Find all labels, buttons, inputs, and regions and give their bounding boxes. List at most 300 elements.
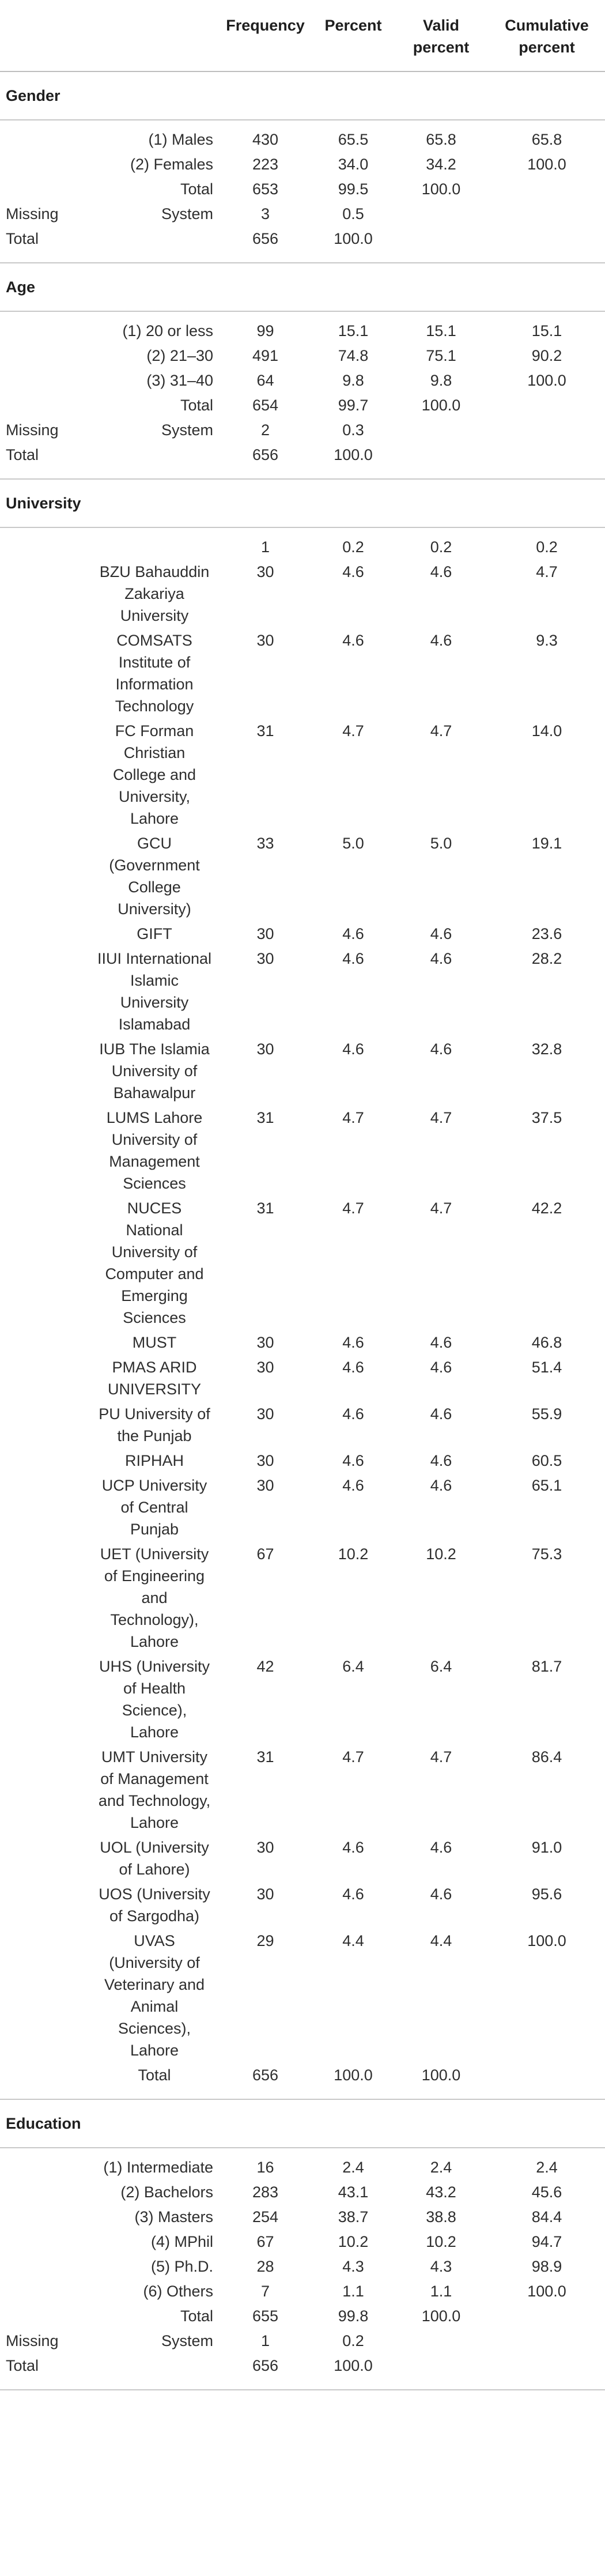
row-label (0, 831, 86, 922)
cell-cumulative-percent: 94.7 (531, 2233, 562, 2250)
row-label (0, 1542, 86, 1654)
cell-cumulative-percent: 28.2 (531, 950, 562, 967)
cell-percent: 34.0 (338, 156, 369, 173)
table-row (0, 1654, 605, 1745)
row-label (0, 2063, 86, 2099)
cell-percent: 0.3 (342, 421, 364, 439)
row-category (86, 2354, 218, 2390)
row-label (0, 2254, 86, 2279)
cell-percent: 4.6 (342, 1334, 364, 1351)
row-category: RIPHAH (124, 1452, 184, 1469)
table-row (0, 2063, 605, 2099)
section-header-education (0, 2099, 605, 2148)
cell-frequency: 30 (256, 632, 274, 649)
cell-frequency: 67 (256, 1545, 274, 1563)
row-category: System (161, 421, 213, 439)
cell-valid-percent (394, 2354, 489, 2390)
row-label (0, 719, 86, 831)
cell-cumulative-percent: 55.9 (531, 1405, 562, 1423)
row-label (0, 1745, 86, 1835)
cell-percent: 4.7 (342, 1748, 364, 1766)
cell-percent: 5.0 (342, 835, 364, 852)
cell-cumulative-percent: 65.1 (531, 1477, 562, 1494)
cell-frequency: 7 (260, 2283, 270, 2300)
cell-cumulative-percent (489, 2304, 605, 2329)
cell-frequency: 42 (256, 1658, 274, 1675)
row-label (0, 1929, 86, 2063)
table-row (0, 2254, 605, 2279)
cell-frequency: 2 (260, 421, 270, 439)
cell-valid-percent: 1.1 (430, 2283, 452, 2300)
row-category: UVAS (University of Veterinary and Animal Sciences), Lahore (104, 1932, 205, 2059)
cell-percent: 4.7 (342, 1109, 364, 1126)
row-label (0, 177, 86, 202)
row-category: IUB The Islamia University of Bahawalpur (99, 1040, 210, 1102)
header-percent (313, 0, 394, 71)
cell-cumulative-percent: 84.4 (531, 2208, 562, 2226)
table-row (0, 2230, 605, 2254)
cell-cumulative-percent: 86.4 (531, 1748, 562, 1766)
cell-frequency: 64 (256, 372, 274, 389)
row-label (0, 368, 86, 393)
cell-cumulative-percent: 23.6 (531, 925, 562, 942)
table-row (0, 2148, 605, 2180)
cell-frequency: 656 (218, 227, 313, 263)
row-category: UMT University of Management and Technology, Lahore (98, 1748, 211, 1831)
row-label (0, 1654, 86, 1745)
cell-frequency: 30 (256, 1452, 274, 1469)
row-category: Total (180, 2307, 213, 2325)
section-header-age (0, 263, 605, 311)
row-category: UHS (University of Health Science), Lahore (99, 1658, 210, 1741)
cell-valid-percent: 4.7 (430, 1109, 452, 1126)
row-label (0, 2230, 86, 2254)
cell-valid-percent: 38.8 (426, 2208, 456, 2226)
cell-cumulative-percent: 81.7 (531, 1658, 562, 1675)
cell-percent: 99.8 (338, 2307, 369, 2325)
cell-frequency: 30 (256, 925, 274, 942)
cell-frequency: 16 (256, 2159, 274, 2176)
cell-cumulative-percent (489, 443, 605, 479)
cell-valid-percent: 4.6 (430, 1452, 452, 1469)
header-blank-label (0, 0, 86, 71)
table-row (0, 1449, 605, 1473)
cell-cumulative-percent (489, 2063, 605, 2099)
row-category: (3) Masters (134, 2208, 213, 2226)
table-row (0, 1542, 605, 1654)
cell-percent: 4.7 (342, 1200, 364, 1217)
row-category: PMAS ARID UNIVERSITY (107, 1359, 202, 1398)
row-category: Total (180, 180, 213, 198)
table-row (0, 2180, 605, 2205)
cell-frequency: 654 (252, 397, 279, 414)
row-category: UOS (University of Sargodha) (99, 1885, 210, 1925)
row-label: Total (0, 443, 86, 479)
cell-cumulative-percent: 37.5 (531, 1109, 562, 1126)
row-label (0, 152, 86, 177)
cell-percent: 10.2 (338, 1545, 369, 1563)
table-row (0, 2205, 605, 2230)
row-label (0, 2279, 86, 2304)
cell-frequency: 30 (256, 563, 274, 580)
row-category (86, 527, 218, 560)
cell-frequency: 30 (256, 1885, 274, 1903)
table-row (0, 922, 605, 946)
cell-cumulative-percent: 100.0 (527, 372, 566, 389)
cell-cumulative-percent: 60.5 (531, 1452, 562, 1469)
cell-valid-percent: 0.2 (430, 538, 452, 556)
row-category: (4) MPhil (150, 2233, 213, 2250)
cell-frequency: 656 (218, 443, 313, 479)
cell-valid-percent: 4.6 (430, 925, 452, 942)
table-row (0, 177, 605, 202)
table-row (0, 1402, 605, 1449)
cell-cumulative-percent: 100.0 (527, 156, 566, 173)
row-category: (5) Ph.D. (150, 2258, 213, 2275)
cell-percent: 2.4 (342, 2159, 364, 2176)
table-row (0, 344, 605, 368)
row-category: GCU (Government College University) (109, 835, 200, 918)
cell-frequency: 1 (260, 538, 270, 556)
row-category: (1) 20 or less (122, 322, 213, 340)
cell-frequency: 31 (256, 1200, 274, 1217)
cell-percent: 4.4 (342, 1932, 364, 1949)
section-title: Age (0, 263, 605, 311)
cell-valid-percent: 10.2 (426, 1545, 456, 1563)
section-title: Gender (0, 71, 605, 120)
row-label (0, 1106, 86, 1196)
table-row (0, 2304, 605, 2329)
header-blank-category (86, 0, 218, 71)
table-row (0, 311, 605, 344)
cell-valid-percent (394, 443, 489, 479)
row-category: NUCES National University of Computer and Emerging Sciences (105, 1200, 204, 1326)
cell-valid-percent: 4.4 (430, 1932, 452, 1949)
cell-percent: 4.6 (342, 1839, 364, 1856)
cell-percent: 4.6 (342, 1885, 364, 1903)
cell-frequency: 33 (256, 835, 274, 852)
row-label (0, 1449, 86, 1473)
cell-frequency: 655 (252, 2307, 279, 2325)
header-cum-line1: Cumulative (505, 17, 589, 34)
cell-percent: 100.0 (313, 227, 394, 263)
row-label: Total (0, 2354, 86, 2390)
cell-frequency: 653 (252, 180, 279, 198)
cell-frequency: 30 (256, 1040, 274, 1058)
row-label (0, 2205, 86, 2230)
cell-frequency: 31 (256, 722, 274, 740)
cell-cumulative-percent: 19.1 (531, 835, 562, 852)
row-category: (1) Intermediate (103, 2159, 213, 2176)
header-row (0, 0, 605, 71)
cell-frequency: 31 (256, 1748, 274, 1766)
cell-cumulative-percent: 4.7 (536, 563, 558, 580)
table-row (0, 719, 605, 831)
table-row (0, 2329, 605, 2354)
row-label (0, 527, 86, 560)
cell-cumulative-percent: 75.3 (531, 1545, 562, 1563)
table-row (0, 2354, 605, 2390)
row-category: UOL (University of Lahore) (100, 1839, 209, 1878)
row-label (0, 1330, 86, 1355)
cell-cumulative-percent: 2.4 (536, 2159, 558, 2176)
row-label (0, 2304, 86, 2329)
cell-valid-percent: 4.6 (430, 1040, 452, 1058)
row-category: IIUI International Islamic University Islamabad (97, 950, 212, 1033)
row-category: Total (180, 397, 213, 414)
row-label (0, 922, 86, 946)
row-label (0, 120, 86, 152)
cell-percent: 0.5 (342, 205, 364, 222)
cell-valid-percent: 75.1 (426, 347, 456, 364)
row-category: COMSATS Institute of Information Technology (115, 632, 194, 715)
cell-cumulative-percent: 51.4 (531, 1359, 562, 1376)
header-frequency (218, 0, 313, 71)
row-label (0, 1835, 86, 1882)
table-row (0, 152, 605, 177)
header-cumulative-percent (489, 0, 605, 71)
cell-cumulative-percent: 14.0 (531, 722, 562, 740)
row-category: LUMS Lahore University of Management Sciences (106, 1109, 203, 1192)
cell-frequency: 254 (252, 2208, 279, 2226)
table-row (0, 368, 605, 393)
cell-percent: 6.4 (342, 1658, 364, 1675)
row-label: Missing (6, 205, 59, 222)
cell-frequency: 656 (218, 2063, 313, 2099)
row-category: (2) Bachelors (120, 2183, 213, 2201)
row-label (0, 2148, 86, 2180)
cell-frequency: 30 (256, 1359, 274, 1376)
cell-percent: 4.3 (342, 2258, 364, 2275)
cell-valid-percent: 4.6 (430, 563, 452, 580)
cell-percent: 65.5 (338, 131, 369, 148)
row-label: Total (0, 227, 86, 263)
header-valid-line2: percent (413, 39, 470, 56)
table-row (0, 1355, 605, 1402)
section-title: Education (0, 2099, 605, 2148)
cell-valid-percent: 4.6 (430, 1477, 452, 1494)
row-category: (3) 31–40 (146, 372, 213, 389)
cell-frequency: 283 (252, 2183, 279, 2201)
header-percent-text: Percent (324, 17, 382, 34)
cell-percent: 4.6 (342, 632, 364, 649)
table-row (0, 1037, 605, 1106)
cell-percent: 4.6 (342, 950, 364, 967)
cell-valid-percent: 2.4 (430, 2159, 452, 2176)
cell-frequency: 28 (256, 2258, 274, 2275)
row-label (0, 1882, 86, 1929)
table-row (0, 1330, 605, 1355)
cell-cumulative-percent: 46.8 (531, 1334, 562, 1351)
row-label (0, 946, 86, 1037)
cell-frequency: 223 (252, 156, 279, 173)
row-category: BZU Bahauddin Zakariya University (99, 563, 210, 624)
cell-cumulative-percent (489, 393, 605, 418)
cell-valid-percent: 9.8 (430, 372, 452, 389)
table-row (0, 831, 605, 922)
cell-frequency: 430 (252, 131, 279, 148)
cell-percent: 4.6 (342, 1452, 364, 1469)
section-header-gender (0, 71, 605, 120)
row-category: Total (86, 2063, 218, 2099)
cell-percent: 99.5 (338, 180, 369, 198)
row-label (0, 1473, 86, 1542)
cell-frequency: 30 (256, 950, 274, 967)
cell-percent: 100.0 (313, 2354, 394, 2390)
cell-cumulative-percent: 0.2 (536, 538, 558, 556)
row-category: System (161, 2332, 213, 2349)
cell-percent: 4.6 (342, 925, 364, 942)
row-category (86, 443, 218, 479)
cell-valid-percent: 100.0 (421, 397, 461, 414)
cell-percent: 4.6 (342, 563, 364, 580)
cell-percent: 0.2 (342, 2332, 364, 2349)
cell-percent: 99.7 (338, 397, 369, 414)
cell-frequency: 1 (260, 2332, 270, 2349)
cell-cumulative-percent: 91.0 (531, 1839, 562, 1856)
cell-percent: 4.6 (342, 1359, 364, 1376)
cell-cumulative-percent: 100.0 (527, 1932, 566, 1949)
cell-cumulative-percent: 100.0 (527, 2283, 566, 2300)
row-category: UET (University of Engineering and Technology), Lahore (100, 1545, 209, 1650)
cell-valid-percent: 100.0 (394, 2063, 489, 2099)
cell-frequency: 491 (252, 347, 279, 364)
cell-percent: 10.2 (338, 2233, 369, 2250)
cell-percent: 1.1 (342, 2283, 364, 2300)
cell-valid-percent: 4.6 (430, 1839, 452, 1856)
cell-valid-percent (394, 202, 489, 227)
cell-cumulative-percent: 90.2 (531, 347, 562, 364)
row-label (0, 1355, 86, 1402)
cell-frequency: 3 (260, 205, 270, 222)
cell-valid-percent (394, 227, 489, 263)
row-category: System (161, 205, 213, 222)
row-category (86, 227, 218, 263)
row-label: Missing (6, 421, 59, 439)
table-row (0, 1196, 605, 1330)
cell-valid-percent: 4.6 (430, 950, 452, 967)
section-title: University (0, 479, 605, 527)
cell-frequency: 31 (256, 1109, 274, 1126)
cell-percent: 100.0 (313, 2063, 394, 2099)
cell-valid-percent: 4.6 (430, 1405, 452, 1423)
row-label (0, 2180, 86, 2205)
table-row (0, 1473, 605, 1542)
row-label (0, 311, 86, 344)
cell-valid-percent: 4.7 (430, 1200, 452, 1217)
cell-percent: 4.6 (342, 1405, 364, 1423)
cell-cumulative-percent: 95.6 (531, 1885, 562, 1903)
table-row (0, 202, 605, 227)
row-category: (1) Males (148, 131, 213, 148)
row-category: UCP University of Central Punjab (101, 1477, 207, 1538)
cell-cumulative-percent: 9.3 (536, 632, 558, 649)
cell-frequency: 30 (256, 1839, 274, 1856)
row-category: GIFT (137, 925, 172, 942)
cell-valid-percent (394, 2329, 489, 2354)
cell-cumulative-percent (489, 227, 605, 263)
row-category: (2) 21–30 (146, 347, 213, 364)
cell-percent: 0.2 (342, 538, 364, 556)
table-row (0, 946, 605, 1037)
row-label: Missing (6, 2332, 59, 2349)
row-label (0, 628, 86, 719)
table-row (0, 393, 605, 418)
cell-valid-percent: 4.6 (430, 1885, 452, 1903)
cell-frequency: 30 (256, 1405, 274, 1423)
cell-frequency: 67 (256, 2233, 274, 2250)
cell-percent: 4.6 (342, 1040, 364, 1058)
cell-cumulative-percent: 45.6 (531, 2183, 562, 2201)
row-category: FC Forman Christian College and University, Lahore (112, 722, 196, 827)
table-body (0, 71, 605, 2390)
cell-frequency: 99 (256, 322, 274, 340)
cell-valid-percent: 15.1 (426, 322, 456, 340)
table-row (0, 527, 605, 560)
table-row (0, 628, 605, 719)
cell-percent: 100.0 (313, 443, 394, 479)
cell-valid-percent: 4.6 (430, 1359, 452, 1376)
cell-valid-percent: 4.3 (430, 2258, 452, 2275)
cell-valid-percent: 100.0 (421, 180, 461, 198)
section-header-university (0, 479, 605, 527)
row-label (0, 393, 86, 418)
cell-valid-percent: 65.8 (426, 131, 456, 148)
table-row (0, 443, 605, 479)
cell-frequency: 29 (256, 1932, 274, 1949)
cell-valid-percent: 100.0 (421, 2307, 461, 2325)
table-header (0, 0, 605, 71)
row-category: PU University of the Punjab (99, 1405, 210, 1444)
row-label (0, 1037, 86, 1106)
row-category: (6) Others (143, 2283, 213, 2300)
table-row (0, 120, 605, 152)
cell-cumulative-percent (489, 418, 605, 443)
table-row (0, 418, 605, 443)
cell-percent: 74.8 (338, 347, 369, 364)
cell-cumulative-percent (489, 177, 605, 202)
header-frequency-text: Frequency (226, 17, 305, 34)
cell-percent: 9.8 (342, 372, 364, 389)
row-label (0, 1402, 86, 1449)
table-row (0, 1835, 605, 1882)
row-label (0, 1196, 86, 1330)
row-label (0, 344, 86, 368)
cell-valid-percent: 4.6 (430, 632, 452, 649)
cell-frequency: 656 (218, 2354, 313, 2390)
row-label (0, 560, 86, 628)
cell-percent: 43.1 (338, 2183, 369, 2201)
cell-valid-percent: 43.2 (426, 2183, 456, 2201)
table-row (0, 1929, 605, 2063)
table-row (0, 227, 605, 263)
table-row (0, 1745, 605, 1835)
cell-valid-percent: 4.6 (430, 1334, 452, 1351)
table-row (0, 1882, 605, 1929)
cell-percent: 38.7 (338, 2208, 369, 2226)
cell-valid-percent: 4.7 (430, 722, 452, 740)
cell-valid-percent: 10.2 (426, 2233, 456, 2250)
row-category: (2) Females (130, 156, 213, 173)
cell-percent: 4.7 (342, 722, 364, 740)
cell-cumulative-percent: 65.8 (531, 131, 562, 148)
cell-valid-percent: 34.2 (426, 156, 456, 173)
cell-valid-percent: 4.7 (430, 1748, 452, 1766)
cell-cumulative-percent: 32.8 (531, 1040, 562, 1058)
cell-cumulative-percent: 98.9 (531, 2258, 562, 2275)
cell-cumulative-percent (489, 2354, 605, 2390)
cell-frequency: 30 (256, 1334, 274, 1351)
